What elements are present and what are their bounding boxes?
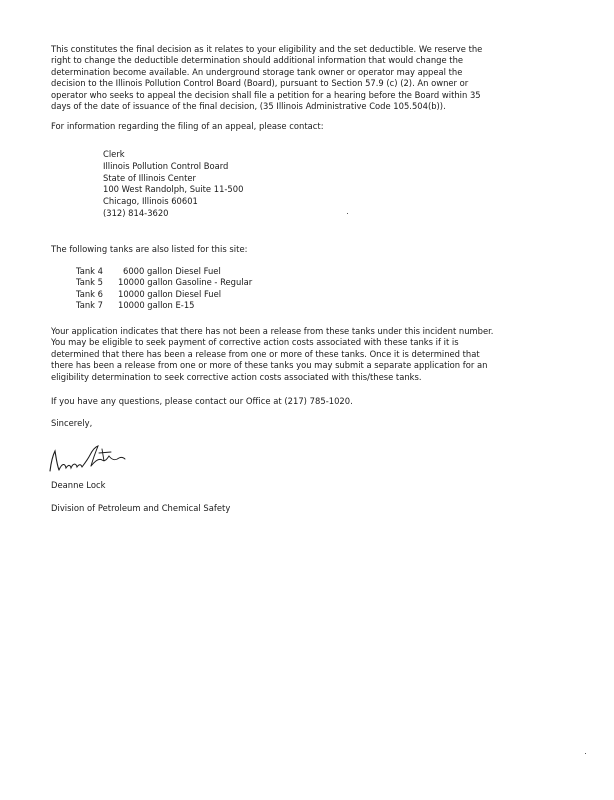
address-line: Clerk	[103, 149, 125, 159]
decision-line: This constitutes the final decision as it relates to your eligibility and the set deductible. We reserve the	[51, 44, 483, 54]
decision-paragraph	[51, 44, 561, 112]
tank-capacity: 10000 gallon	[118, 288, 173, 299]
tank-id: Tank 4	[76, 266, 104, 276]
decision-line: right to change the deductible determination should additional information that would change the	[51, 55, 464, 66]
address-line: 100 West Randolph, Suite 11-500	[103, 184, 244, 195]
tank-row	[76, 277, 252, 288]
release-line: Your application indicates that there has not been a release from these tanks under this incident number.	[51, 326, 494, 336]
release-line: eligibility determination to seek corrective action costs associated with this/these tanks.	[51, 371, 422, 382]
address-line: State of Illinois Center	[103, 172, 196, 183]
scan-speck	[347, 213, 348, 214]
release-line: there has been a release from one or more of these tanks you may submit a separate application for an	[51, 360, 488, 371]
address-line: (312) 814-3620	[103, 207, 169, 218]
decision-line: days of the date of issuance of the final decision, (35 Illinois Administrative Code 105.504(b)).	[51, 101, 446, 112]
questions-line: If you have any questions, please contact our Office at (217) 785-1020.	[51, 396, 353, 406]
closing: Sincerely,	[51, 418, 93, 428]
tank-capacity: 6000 gallon	[123, 266, 173, 276]
tank-product: E-15	[175, 299, 195, 310]
signer-name: Deanne Lock	[51, 480, 106, 490]
tank-product: Diesel Fuel	[175, 266, 221, 276]
release-paragraph	[51, 326, 561, 383]
tank-id: Tank 7	[76, 299, 104, 310]
signature	[47, 441, 127, 475]
contact-address	[103, 149, 243, 220]
tank-row	[76, 266, 252, 277]
release-line: You may be eligible to seek payment of corrective action costs associated with these tanks if it is	[51, 337, 459, 348]
decision-line: operator who seeks to appeal the decision shall file a petition for a hearing before the Board within 35	[51, 89, 481, 100]
tank-row	[76, 300, 252, 311]
tank-capacity: 10000 gallon	[118, 277, 173, 288]
tank-row	[76, 289, 252, 300]
decision-line: decision to the Illinois Pollution Control Board (Board), pursuant to Section 57.9 (c) (2). An owner or	[51, 78, 469, 89]
division-name: Division of Petroleum and Chemical Safety	[51, 503, 231, 513]
address-line: Illinois Pollution Control Board	[103, 160, 229, 171]
scan-speck	[585, 753, 586, 754]
tank-capacity: 10000 gallon	[118, 299, 173, 310]
appeal-intro: For information regarding the filing of an appeal, please contact:	[51, 121, 324, 131]
tanks-list	[76, 266, 252, 311]
tank-product: Diesel Fuel	[175, 288, 222, 299]
decision-line: determination become available. An underground storage tank owner or operator may appeal the	[51, 66, 463, 77]
tanks-intro: The following tanks are also listed for this site:	[51, 244, 248, 254]
tank-product: Gasoline - Regular	[175, 277, 253, 288]
tank-id: Tank 5	[76, 277, 104, 288]
address-line: Chicago, Illinois 60601	[103, 196, 198, 207]
tank-id: Tank 6	[76, 288, 104, 299]
release-line: determined that there has been a release from one or more of these tanks. Once it is determined that	[51, 348, 480, 359]
